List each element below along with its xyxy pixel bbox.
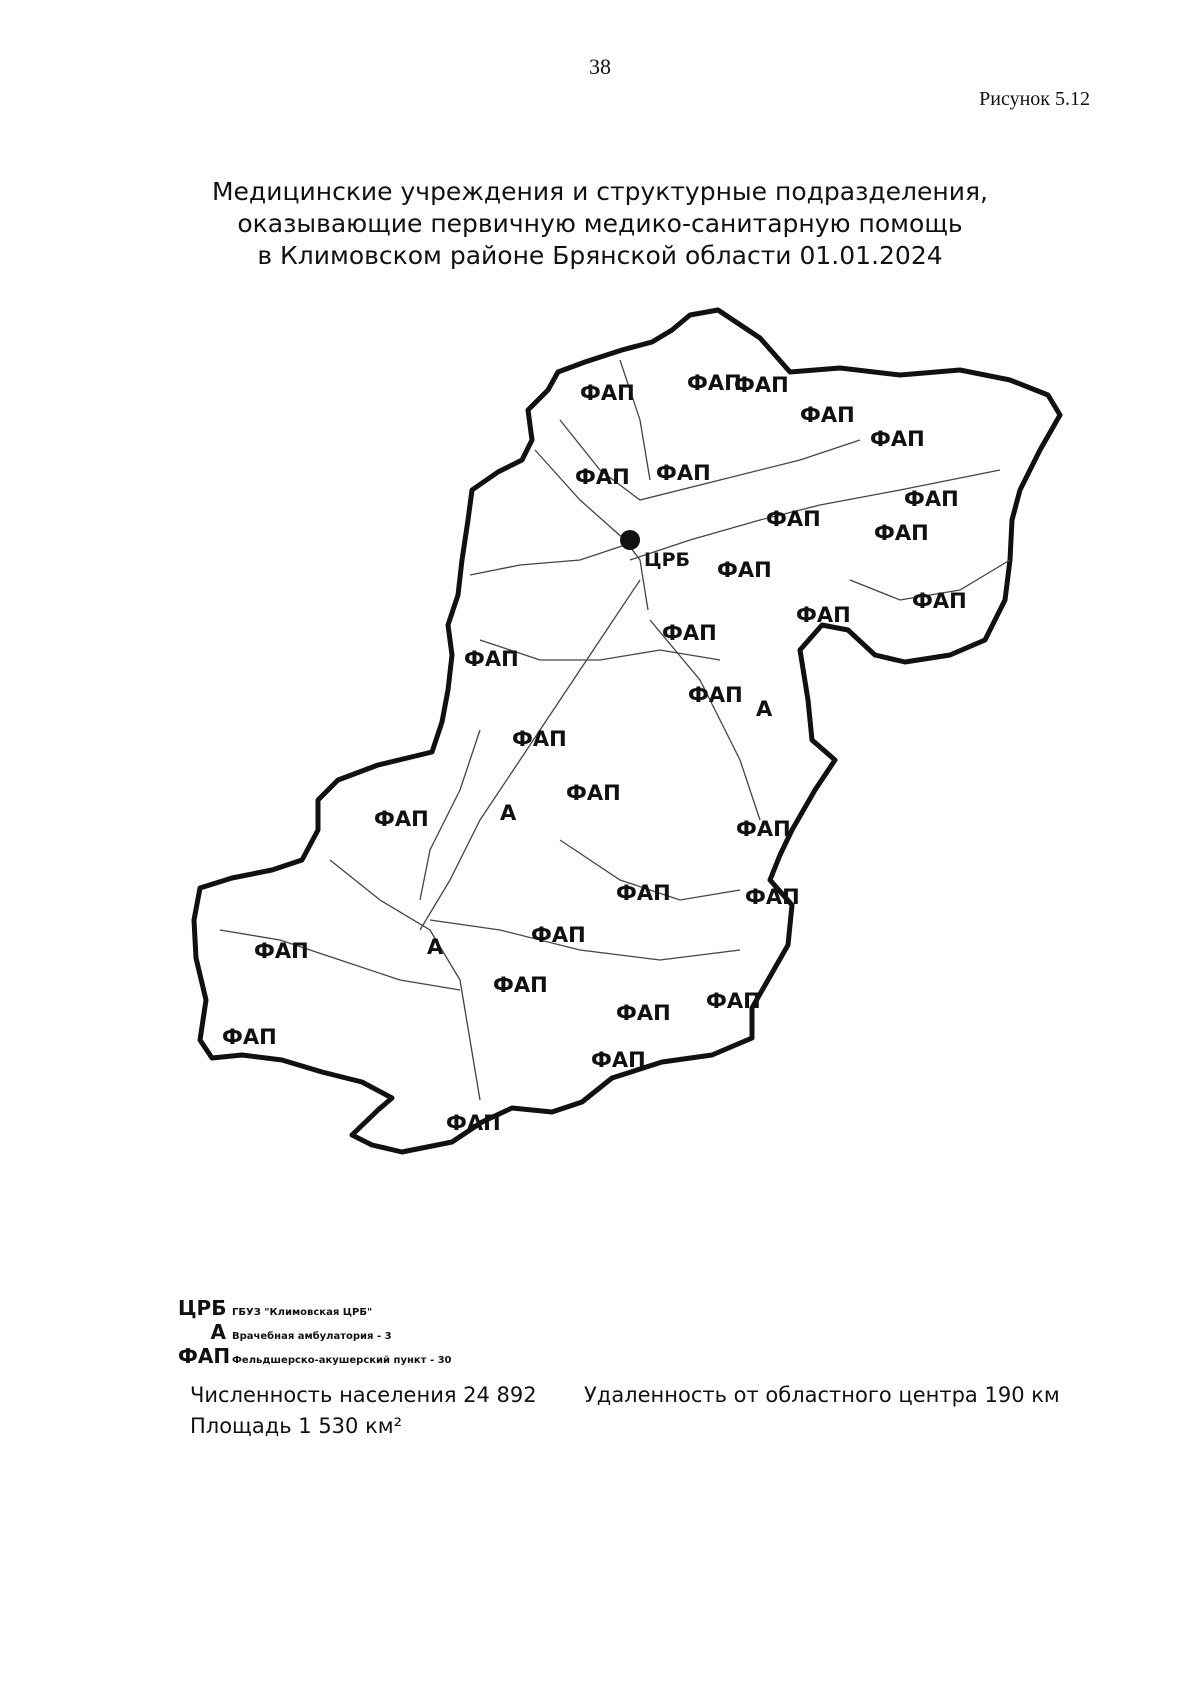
fap-label: ФАП [687,371,742,395]
fap-label: ФАП [745,885,800,909]
fap-label: ФАП [706,989,761,1013]
fap-label: ФАП [446,1111,501,1135]
fap-label: ФАП [736,817,791,841]
fap-label: ФАП [575,465,630,489]
fap-label: ФАП [566,781,621,805]
fap-label: ФАП [912,589,967,613]
fap-label: ФАП [688,683,743,707]
ambulatory-label: А [427,935,444,959]
legend-ambulatory-symbol: А [210,1320,226,1344]
fap-label: ФАП [580,381,635,405]
map-legend [178,1296,452,1368]
fap-label: ФАП [800,403,855,427]
legend-row-ambulatory [178,1320,452,1344]
district-stats [190,1380,537,1442]
fap-label: ФАП [374,807,429,831]
legend-crb-symbol: ЦРБ [178,1296,227,1320]
ambulatory-label: А [756,697,773,721]
fap-label: ФАП [464,647,519,671]
area-stat: Площадь 1 530 км² [190,1414,403,1438]
road [330,860,480,1100]
fap-label: ФАП [656,461,711,485]
map-title-line-1: Медицинские учреждения и структурные подразделения, [211,177,988,206]
figure-caption: Рисунок 5.12 [979,88,1090,110]
fap-label: ФАП [616,881,671,905]
page-number: 38 [589,54,611,79]
crb-label: ЦРБ [644,549,691,571]
fap-label: ФАП [531,923,586,947]
legend-crb-text: ГБУЗ "Климовская ЦРБ" [232,1307,373,1318]
fap-label: ФАП [662,621,717,645]
fap-label: ФАП [222,1025,277,1049]
ambulatory-label: А [500,801,517,825]
fap-label: ФАП [254,939,309,963]
fap-label: ФАП [493,973,548,997]
map-title-line-3: в Климовском районе Брянской области 01.01.2024 [257,241,943,270]
ambulatory-labels [427,697,773,959]
road [650,620,760,820]
distance-stat: Удаленность от областного центра 190 км [584,1383,1060,1407]
legend-fap-text: Фельдшерско-акушерский пункт - 30 [232,1355,452,1366]
legend-ambulatory-text: Врачебная амбулатория - 3 [232,1331,392,1342]
district-boundary [194,310,1060,1152]
fap-label: ФАП [591,1048,646,1072]
fap-label: ФАП [870,427,925,451]
population-stat: Численность населения 24 892 [190,1383,537,1407]
legend-row-crb [178,1296,452,1320]
crb-marker [620,530,640,550]
fap-label: ФАП [796,603,851,627]
road [420,730,480,900]
legend-fap-symbol: ФАП [178,1344,231,1368]
road [420,580,640,930]
road [470,545,625,575]
fap-label: ФАП [904,487,959,511]
fap-labels [222,371,967,1135]
road [620,360,650,480]
map-title-line-2: оказывающие первичную медико-санитарную помощь [237,209,963,238]
fap-label: ФАП [717,558,772,582]
fap-label: ФАП [512,727,567,751]
legend-row-fap [178,1344,452,1368]
fap-label: ФАП [874,521,929,545]
fap-label: ФАП [616,1001,671,1025]
fap-label: ФАП [734,373,789,397]
fap-label: ФАП [766,507,821,531]
